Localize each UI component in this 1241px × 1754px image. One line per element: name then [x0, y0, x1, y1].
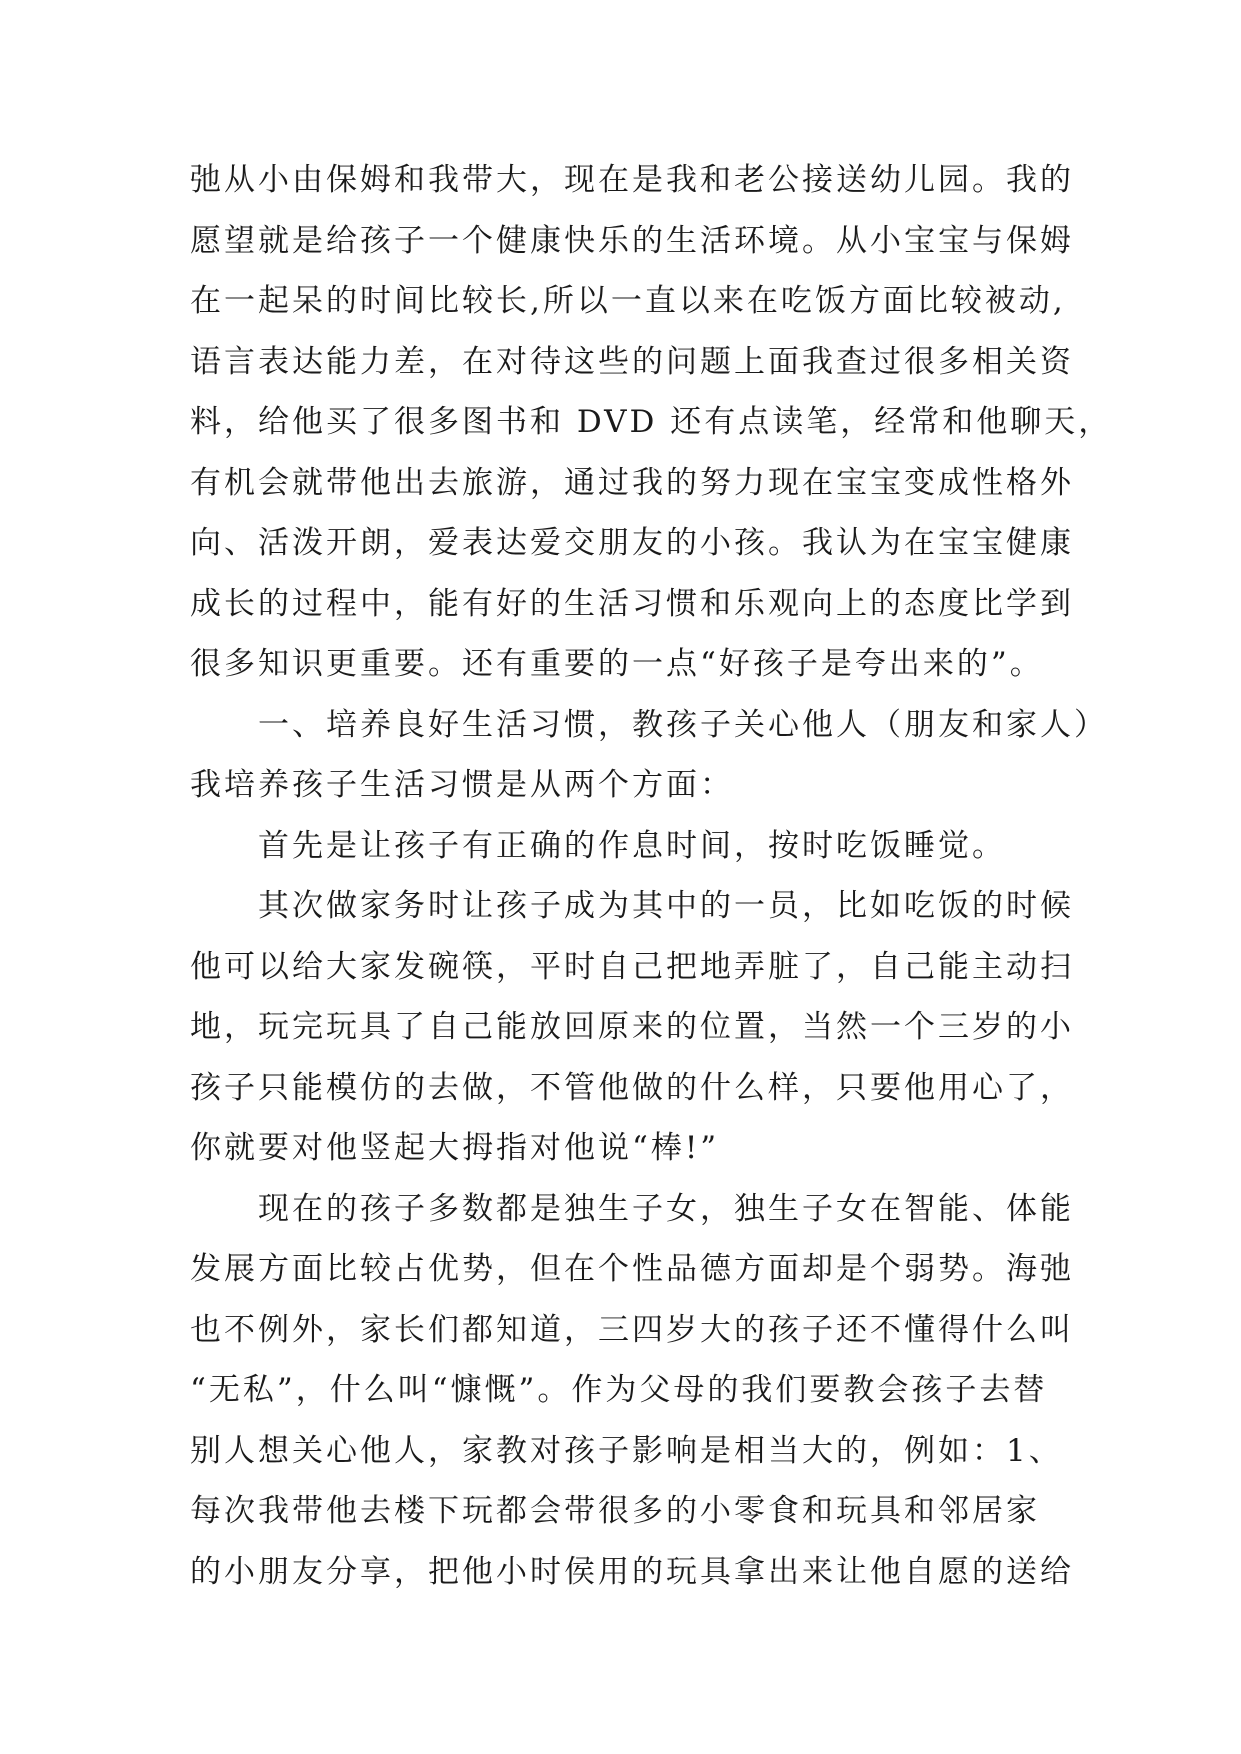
text-line: 孩子只能模仿的去做，不管他做的什么样，只要他用心了，	[190, 1069, 1074, 1106]
text-line: 现在的孩子多数都是独生子女，独生子女在智能、体能	[258, 1190, 1074, 1227]
text-line: 别人想关心他人，家教对孩子影响是相当大的，例如：1、	[190, 1432, 1063, 1469]
text-line: 有机会就带他出去旅游，通过我的努力现在宝宝变成性格外	[190, 464, 1074, 501]
text-line: 每次我带他去楼下玩都会带很多的小零食和玩具和邻居家	[190, 1493, 1040, 1529]
body-text	[190, 150, 1113, 1602]
text-line: 很多知识更重要。还有重要的一点“好孩子是夸出来的”。	[190, 646, 1044, 682]
text-line: 向、活泼开朗，爱表达爱交朋友的小孩。我认为在宝宝健康	[190, 525, 1074, 561]
text-line: 其次做家务时让孩子成为其中的一员，比如吃饭的时候	[258, 888, 1074, 924]
text-line: “无私”，什么叫“慷慨”。作为父母的我们要教会孩子去替	[190, 1372, 1048, 1408]
text-line: 你就要对他竖起大拇指对他说“棒!”	[190, 1130, 720, 1166]
text-line: 地，玩完玩具了自己能放回原来的位置，当然一个三岁的小	[190, 1009, 1074, 1045]
text-line: 语言表达能力差，在对待这些的问题上面我查过很多相关资	[190, 343, 1074, 380]
text-line: 他可以给大家发碗筷，平时自己把地弄脏了，自己能主动扫	[190, 948, 1074, 985]
text-line: 在一起呆的时间比较长,所以一直以来在吃饭方面比较被动,	[190, 283, 1066, 319]
text-line: 一、培养良好生活习惯，教孩子关心他人（朋友和家人）	[258, 706, 1108, 743]
text-line: 成长的过程中，能有好的生活习惯和乐观向上的态度比学到	[190, 585, 1074, 622]
text-line: 也不例外，家长们都知道，三四岁大的孩子还不懂得什么叫	[190, 1311, 1074, 1348]
text-line: 的小朋友分享，把他小时侯用的玩具拿出来让他自愿的送给	[190, 1553, 1074, 1590]
text-line: 首先是让孩子有正确的作息时间，按时吃饭睡觉。	[258, 827, 1006, 864]
text-line: 愿望就是给孩子一个健康快乐的生活环境。从小宝宝与保姆	[190, 222, 1074, 259]
text-line: 料，给他买了很多图书和 DVD 还有点读笔，经常和他聊天，	[190, 404, 1113, 440]
text-line: 我培养孩子生活习惯是从两个方面：	[190, 767, 734, 803]
text-line: 弛从小由保姆和我带大，现在是我和老公接送幼儿园。我的	[190, 162, 1074, 198]
text-line: 发展方面比较占优势，但在个性品德方面却是个弱势。海弛	[190, 1251, 1074, 1287]
